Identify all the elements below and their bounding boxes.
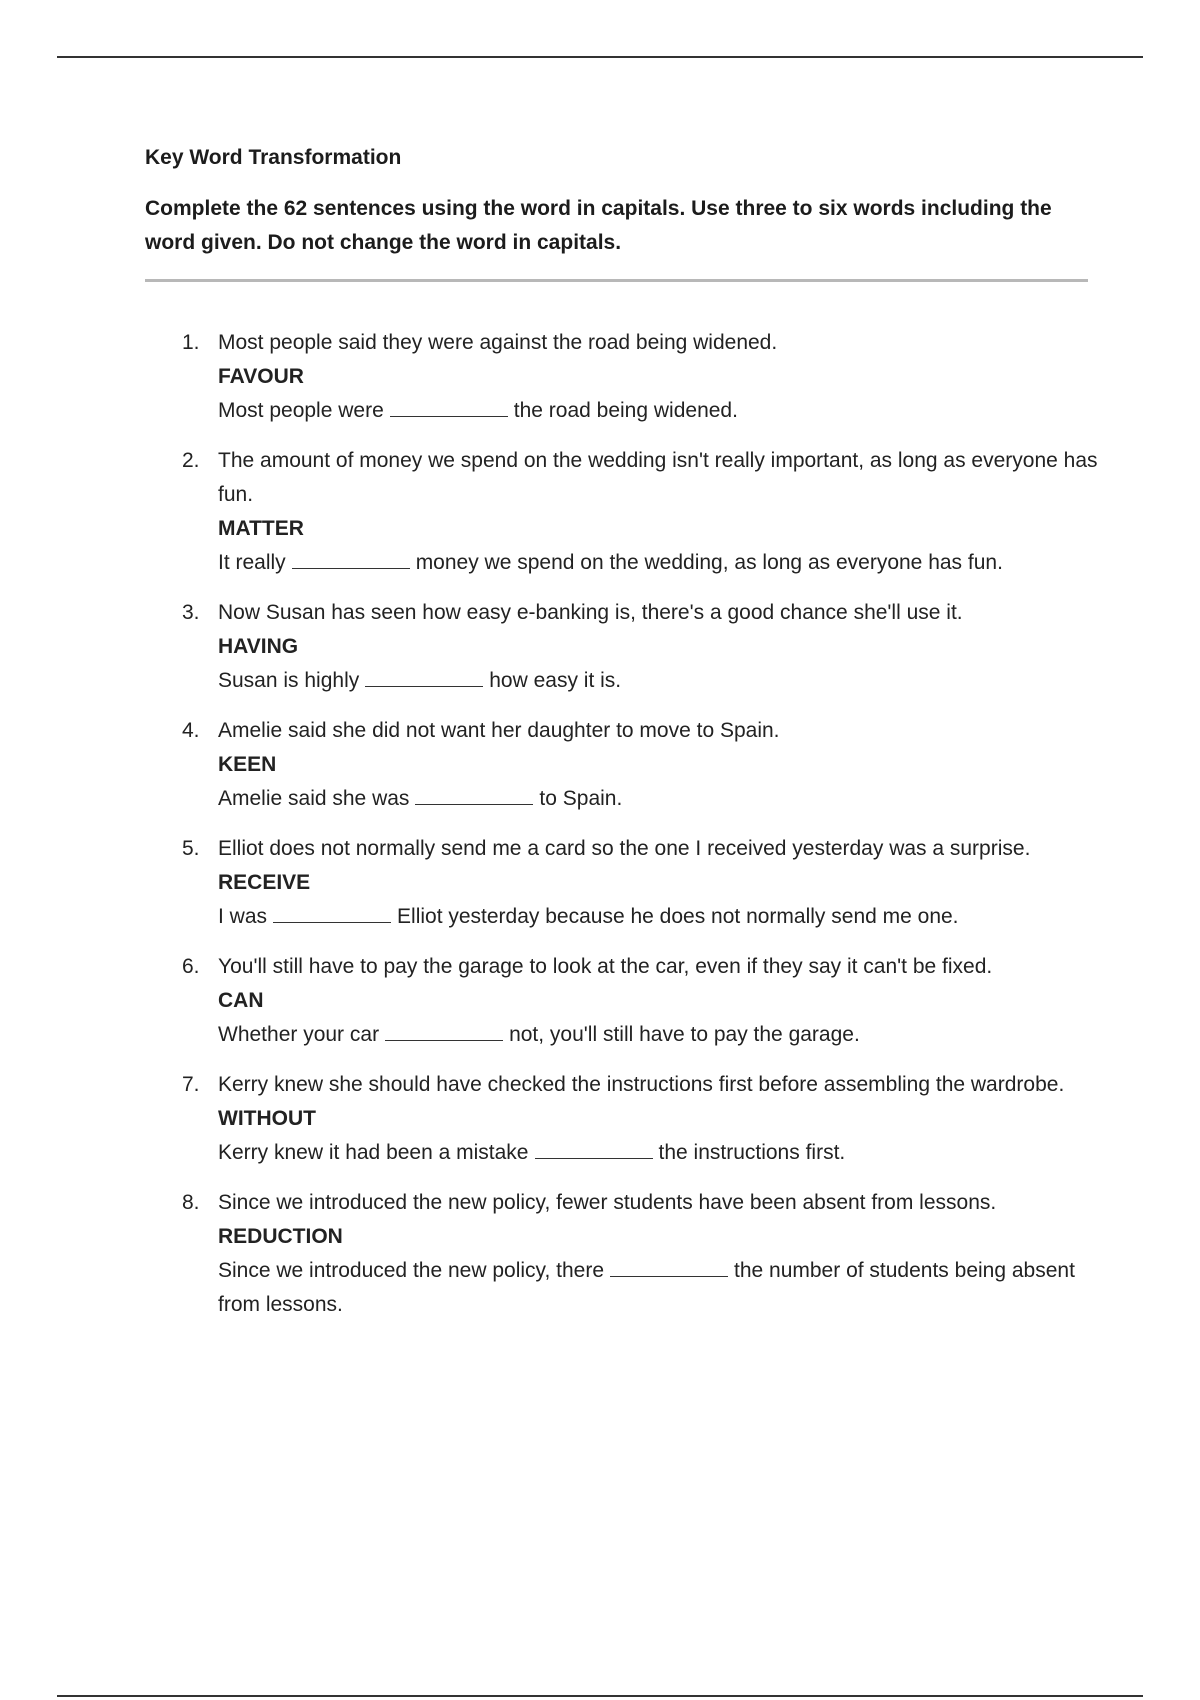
answer-text-after: not, you'll still have to pay the garage. xyxy=(509,1023,860,1046)
answer-text-before: Whether your car xyxy=(218,1023,380,1046)
question-keyword: KEEN xyxy=(218,753,277,776)
question-item xyxy=(0,950,1200,1052)
answer-text-after: Elliot yesterday because he does not normally send me one. xyxy=(397,905,959,928)
question-number: 5. xyxy=(182,837,200,860)
answer-text-after: how easy it is. xyxy=(489,669,622,692)
question-answer-line xyxy=(218,782,1100,816)
question-item xyxy=(0,1068,1200,1170)
question-item xyxy=(0,832,1200,934)
answer-blank[interactable] xyxy=(535,1136,653,1159)
question-sentence: You'll still have to pay the garage to look at the car, even if they say it can't be fixed. xyxy=(218,955,993,978)
question-item xyxy=(0,714,1200,816)
question-sentence: Since we introduced the new policy, fewer students have been absent from lessons. xyxy=(218,1191,997,1214)
question-answer-line xyxy=(218,394,1100,428)
answer-text-before: Kerry knew it had been a mistake xyxy=(218,1141,529,1164)
answer-text-before: I was xyxy=(218,905,268,928)
answer-text-after: the number of students being absent from lessons. xyxy=(218,1259,1075,1316)
question-keyword: REDUCTION xyxy=(218,1225,343,1248)
question-number: 4. xyxy=(182,719,200,742)
question-keyword: MATTER xyxy=(218,517,304,540)
question-keyword: WITHOUT xyxy=(218,1107,316,1130)
question-item xyxy=(0,326,1200,428)
question-answer-line xyxy=(218,1136,1100,1170)
question-answer-line xyxy=(218,1254,1100,1322)
question-number: 7. xyxy=(182,1073,200,1096)
question-number: 1. xyxy=(182,331,200,354)
bottom-page-rule xyxy=(57,1695,1143,1697)
answer-text-before: Most people were xyxy=(218,399,384,422)
answer-text-before: Susan is highly xyxy=(218,669,360,692)
question-item xyxy=(0,444,1200,580)
answer-blank[interactable] xyxy=(390,394,508,417)
header-divider xyxy=(145,279,1088,282)
answer-blank[interactable] xyxy=(415,782,533,805)
question-answer-line xyxy=(218,900,1100,934)
worksheet-instructions: Complete the 62 sentences using the word in capitals. Use three to six words including the word given. Do not change the word in capitals. xyxy=(145,197,1052,254)
question-item xyxy=(0,1186,1200,1322)
question-list xyxy=(0,326,1200,1338)
question-number: 2. xyxy=(182,449,200,472)
answer-text-after: money we spend on the wedding, as long as everyone has fun. xyxy=(415,551,1003,574)
question-keyword: RECEIVE xyxy=(218,871,311,894)
answer-text-after: to Spain. xyxy=(539,787,623,810)
answer-blank[interactable] xyxy=(273,900,391,923)
answer-text-after: the road being widened. xyxy=(513,399,738,422)
answer-text-before: Amelie said she was xyxy=(218,787,410,810)
answer-text-before: It really xyxy=(218,551,286,574)
question-sentence: Now Susan has seen how easy e-banking is, there's a good chance she'll use it. xyxy=(218,601,963,624)
worksheet-title: Key Word Transformation xyxy=(145,146,402,169)
answer-blank[interactable] xyxy=(610,1254,728,1277)
top-page-rule xyxy=(57,56,1143,58)
question-number: 6. xyxy=(182,955,200,978)
question-number: 8. xyxy=(182,1191,200,1214)
question-sentence: Elliot does not normally send me a card so the one I received yesterday was a surprise. xyxy=(218,837,1031,860)
question-answer-line xyxy=(218,546,1100,580)
question-sentence: Kerry knew she should have checked the instructions first before assembling the wardrobe. xyxy=(218,1073,1065,1096)
question-item xyxy=(0,596,1200,698)
answer-text-after: the instructions first. xyxy=(658,1141,846,1164)
question-sentence: Most people said they were against the road being widened. xyxy=(218,331,778,354)
answer-blank[interactable] xyxy=(365,664,483,687)
question-answer-line xyxy=(218,1018,1100,1052)
question-keyword: FAVOUR xyxy=(218,365,304,388)
question-keyword: CAN xyxy=(218,989,264,1012)
question-answer-line xyxy=(218,664,1100,698)
question-sentence: The amount of money we spend on the wedding isn't really important, as long as everyone has fun. xyxy=(218,449,1098,506)
question-number: 3. xyxy=(182,601,200,624)
question-sentence: Amelie said she did not want her daughter to move to Spain. xyxy=(218,719,780,742)
answer-blank[interactable] xyxy=(292,546,410,569)
answer-text-before: Since we introduced the new policy, there xyxy=(218,1259,604,1282)
answer-blank[interactable] xyxy=(385,1018,503,1041)
worksheet-header xyxy=(145,144,1090,260)
question-keyword: HAVING xyxy=(218,635,299,658)
